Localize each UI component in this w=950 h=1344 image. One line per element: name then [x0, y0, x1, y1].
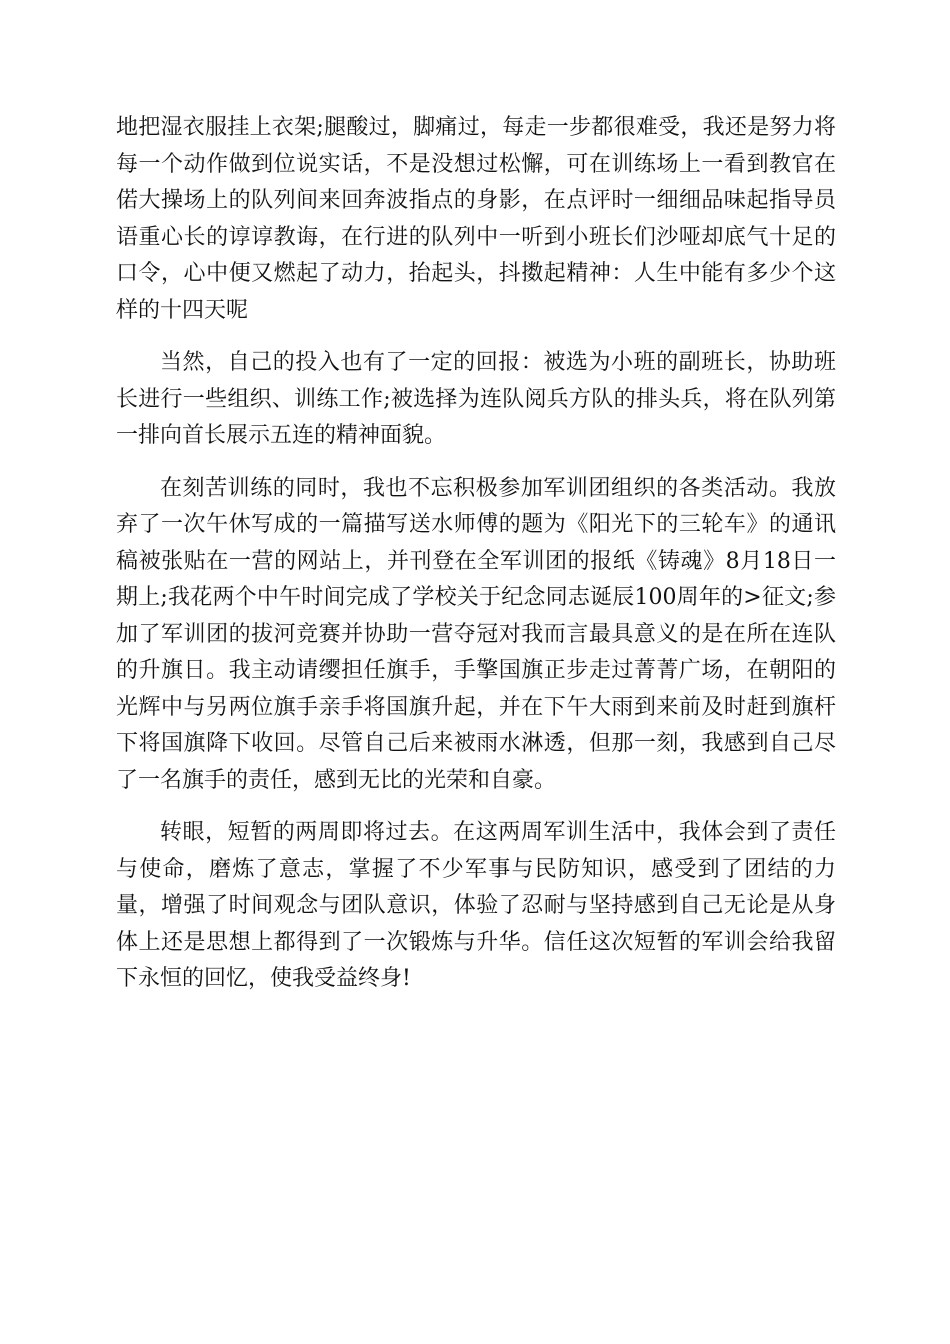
paragraph-4: 转眼，短暂的两周即将过去。在这两周军训生活中，我体会到了责任与使命，磨炼了意志，掌握了不少军事与民防知识，感受到了团结的力量，增强了时间观念与团队意识，体验了忍耐与坚持感到自己无论是从身体上还是思想上都得到了一次锻炼与升华。信任这次短暂的军训会给我留下永恒的回忆，使我受益终身! — [116, 820, 836, 991]
document-body — [116, 110, 836, 1014]
paragraph-2: 当然，自己的投入也有了一定的回报：被选为小班的副班长，协助班长进行一些组织、训练工作;被选择为连队阅兵方队的排头兵，将在队列第一排向首长展示五连的精神面貌。 — [116, 350, 836, 448]
paragraph-3: 在刻苦训练的同时，我也不忘积极参加军训团组织的各类活动。我放弃了一次午休写成的一篇描写送水师傅的题为《阳光下的三轮车》的通讯稿被张贴在一营的网站上，并刊登在全军训团的报纸《铸魂》8月18日一期上;我花两个中午时间完成了学校关于纪念同志诞辰100周年的>征文;参加了军训团的拔河竞赛并协助一营夺冠对我而言最具意义的是在所在连队的升旗日。我主动请缨担任旗手，手擎国旗正步走过菁菁广场，在朝阳的光辉中与另两位旗手亲手将国旗升起，并在下午大雨到来前及时赶到旗杆下将国旗降下收回。尽管自己后来被雨水淋透，但那一刻，我感到自己尽了一名旗手的责任，感到无比的光荣和自豪。 — [116, 475, 836, 793]
paragraph-1: 地把湿衣服挂上衣架;腿酸过，脚痛过，每走一步都很难受，我还是努力将每一个动作做到位说实话，不是没想过松懈，可在训练场上一看到教官在偌大操场上的队列间来回奔波指点的身影，在点评时一细细品味起指导员语重心长的谆谆教诲，在行进的队列中一听到小班长们沙哑却底气十足的口令，心中便又燃起了动力，抬起头，抖擞起精神：人生中能有多少个这样的十四天呢 — [116, 115, 836, 323]
